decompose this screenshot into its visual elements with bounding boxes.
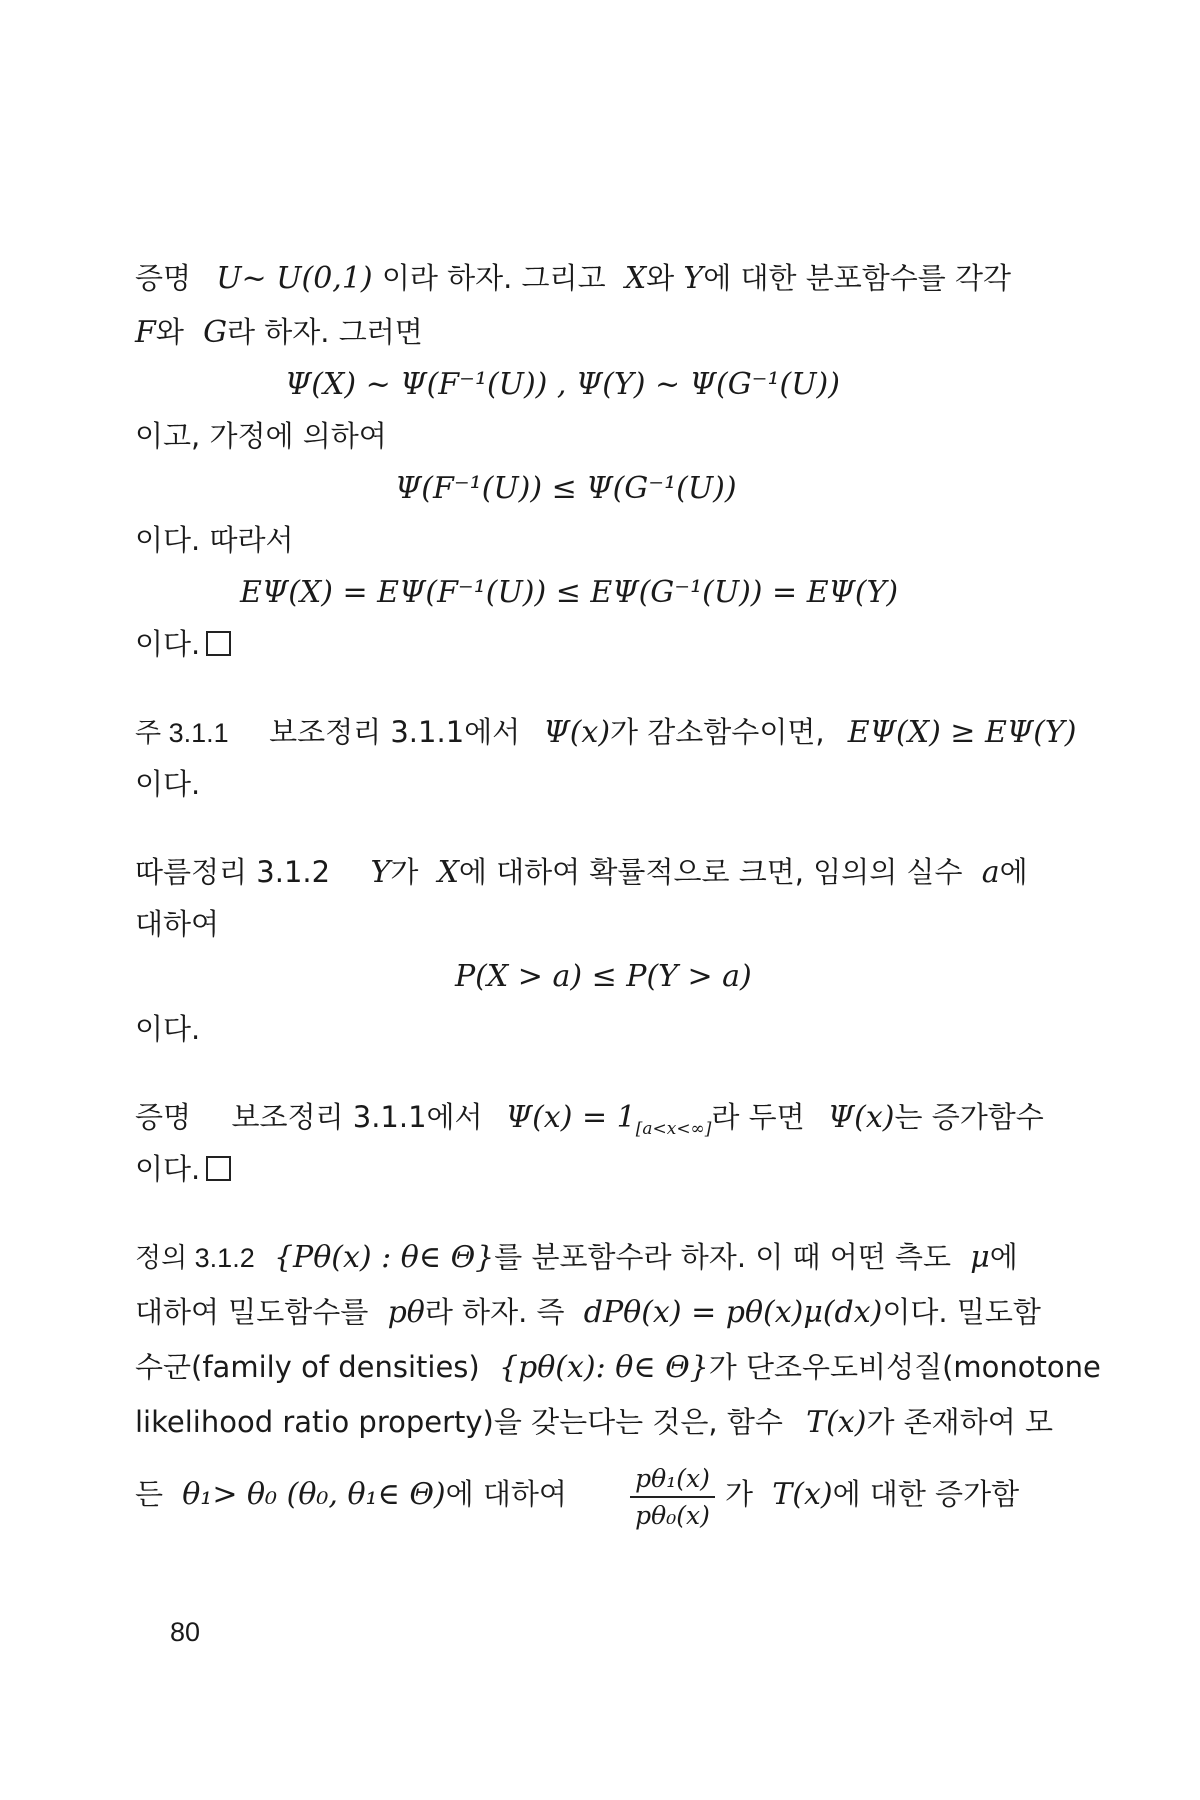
math: μ [970,1240,990,1275]
text: 수군(family of densities) [135,1350,480,1384]
math: Ψ(x) [827,1100,895,1135]
text: 에 대하여 [445,1477,567,1511]
math: Y [683,261,704,296]
math: Ψ(x) [543,715,611,750]
math: {pθ(x): θ∈ Θ} [498,1350,709,1385]
definition-line4 [135,1405,1053,1440]
math: pθ [387,1295,425,1330]
text: 가 [725,1477,754,1511]
proof2-line2 [135,1152,231,1186]
definition-line2 [135,1295,1041,1330]
text: likelihood ratio property)을 갖는다는 것은, 함수 [135,1405,783,1439]
text: 는 증가함수 [894,1100,1044,1134]
text: 이라 하자. 그리고 [381,261,606,295]
proof1-line1 [135,261,1012,296]
text: 라 하자. 즉 [424,1295,565,1329]
math: dPθ(x) = pθ(x)μ(dx) [583,1295,883,1330]
text: 에 [989,1240,1018,1274]
math: θ₁> θ₀ (θ₀, θ₁∈ Θ) [182,1477,446,1512]
equation-1: Ψ(X) ~ Ψ(F⁻¹(U)) , Ψ(Y) ~ Ψ(G⁻¹(U)) [285,367,840,402]
text: 이다. 밀도함 [882,1295,1041,1329]
math: T(x) [772,1477,833,1512]
math: Ψ(x) = 1 [505,1100,636,1135]
proof2-line1 [135,1100,1044,1139]
math: U~ U(0,1) [216,261,373,296]
math: T(x) [806,1405,867,1440]
text: 에 대한 증가함 [832,1477,1020,1511]
text: 에 [999,855,1028,889]
proof1-line2 [135,315,423,350]
equation-2: Ψ(F⁻¹(U)) ≤ Ψ(G⁻¹(U)) [395,471,737,506]
text: 가 존재하여 모 [866,1405,1053,1439]
definition-line5 [135,1477,567,1512]
math: X [437,855,459,890]
definition-label: 정의 3.1.2 [135,1243,255,1273]
text: 이다. [135,627,201,661]
text: 라 하자. 그러면 [227,315,423,349]
text: 대하여 밀도함수를 [135,1295,369,1329]
math-subscript: [a<x<∞] [635,1118,712,1139]
corollary-line3: 이다. [135,1012,201,1046]
equation-3: EΨ(X) = EΨ(F⁻¹(U)) ≤ EΨ(G⁻¹(U)) = EΨ(Y) [240,575,899,610]
note-line2: 이다. [135,767,201,801]
note-label: 주 3.1.1 [135,718,229,748]
qed-box-icon [206,631,231,656]
text: 에 대한 분포함수를 각각 [703,261,1012,295]
fraction-bar [630,1496,715,1498]
note-line1 [135,715,1077,750]
fraction-denominator: pθ₀(x) [635,1501,710,1530]
fraction-numerator: pθ₁(x) [635,1464,710,1493]
math: a [981,855,1000,890]
corollary-label: 따름정리 3.1.2 [135,855,331,889]
qed-box-icon [206,1156,231,1181]
corollary-line1 [135,855,1028,890]
math: X [624,261,647,296]
definition-line1 [135,1240,1018,1275]
text: 든 [135,1477,164,1511]
definition-line3 [135,1350,1101,1385]
text: 이다. [135,1152,201,1186]
corollary-equation: P(X > a) ≤ P(Y > a) [455,959,752,994]
proof1-line5 [135,627,231,661]
page-number: 80 [170,1617,201,1647]
text: 와 [646,261,675,295]
math: EΨ(X) ≥ EΨ(Y) [847,715,1077,750]
math: {Pθ(x) : θ∈ Θ} [273,1240,495,1275]
proof-label: 증명 [135,1100,192,1134]
definition-line5-tail [725,1477,1020,1512]
likelihood-ratio-fraction [630,1466,715,1528]
math: Y [370,855,391,890]
text: 보조정리 3.1.1에서 [269,715,521,749]
text: 가 감소함수이면, [610,715,825,749]
math: F [135,315,156,350]
text: 가 [390,855,419,889]
text: 라 두면 [711,1100,805,1134]
text: 가 단조우도비성질(monotone [708,1350,1101,1384]
proof1-line3: 이고, 가정에 의하여 [135,419,387,453]
text: 에 대하여 확률적으로 크면, 임의의 실수 [458,855,963,889]
math: G [203,315,228,350]
text: 보조정리 3.1.1에서 [231,1100,483,1134]
proof-label: 증명 [135,261,192,295]
text: 를 분포함수라 하자. 이 때 어떤 측도 [494,1240,951,1274]
corollary-line2: 대하여 [135,907,220,941]
proof1-line4: 이다. 따라서 [135,523,294,557]
text: 와 [155,315,184,349]
